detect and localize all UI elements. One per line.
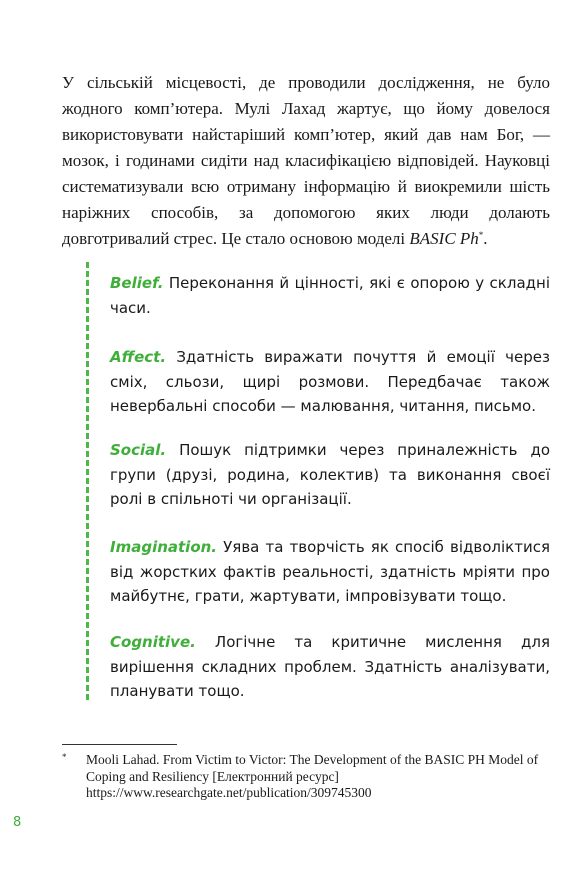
method-description: Переконання й цінності, які є опорою у складні часи. <box>110 274 550 317</box>
method-term: Affect. <box>110 348 167 366</box>
method-term: Imagination. <box>110 538 218 556</box>
method-description: Пошук підтримки через приналежність до групи (друзі, родина, колектив) та виконання своєї ролі в спільноті чи організації. <box>110 441 550 508</box>
footnote-divider <box>62 744 177 745</box>
footnote-reference: * <box>478 230 484 240</box>
method-description: Логічне та критичне мислення для вирішення складних проблем. Здатність аналізувати, планувати тощо. <box>110 633 550 700</box>
method-term: Social. <box>110 441 167 459</box>
method-description: Уява та творчість як спосіб відволіктися від жорстких фактів реальності, здатність мріяти про майбутнє, грати, жартувати, імпровізувати тощо. <box>110 538 550 605</box>
intro-end: . <box>483 229 488 248</box>
method-belief <box>110 271 550 320</box>
dashed-accent-line <box>86 262 89 700</box>
footnote-text: Mooli Lahad. From Victim to Victor: The Development of the BASIC PH Model of Coping and Resiliency [Електронний ресурс] https://www.researchgate.net/publication/309745300 <box>86 752 539 800</box>
intro-paragraph <box>62 70 550 252</box>
model-name: BASIC Ph <box>409 229 479 248</box>
method-imagination <box>110 535 550 609</box>
method-description: Здатність виражати почуття й емоції через сміх, сльози, щирі розмови. Передбачає також невербальні способи — малювання, читання, письмо. <box>110 348 550 415</box>
intro-text: У сільській місцевості, де проводили дослідження, не було жодного комп’ютера. Мулі Лахад жартує, що йому довелося використовувати найстаріший комп’ютер, який дав нам Бог, — мозок, і годинами сидіти над класифікацією відповідей. Науковці систематизували всю отриману інформацію й виокремили шість наріжних способів, за допомогою яких люди долають довготривалий стрес. Це стало основою моделі <box>62 73 550 248</box>
method-term: Cognitive. <box>110 633 196 651</box>
method-affect <box>110 345 550 419</box>
method-term: Belief. <box>110 274 164 292</box>
footnote <box>62 752 550 802</box>
method-cognitive <box>110 630 550 704</box>
footnote-mark: * <box>62 752 67 762</box>
method-social <box>110 438 550 512</box>
page-number: 8 <box>13 815 22 830</box>
